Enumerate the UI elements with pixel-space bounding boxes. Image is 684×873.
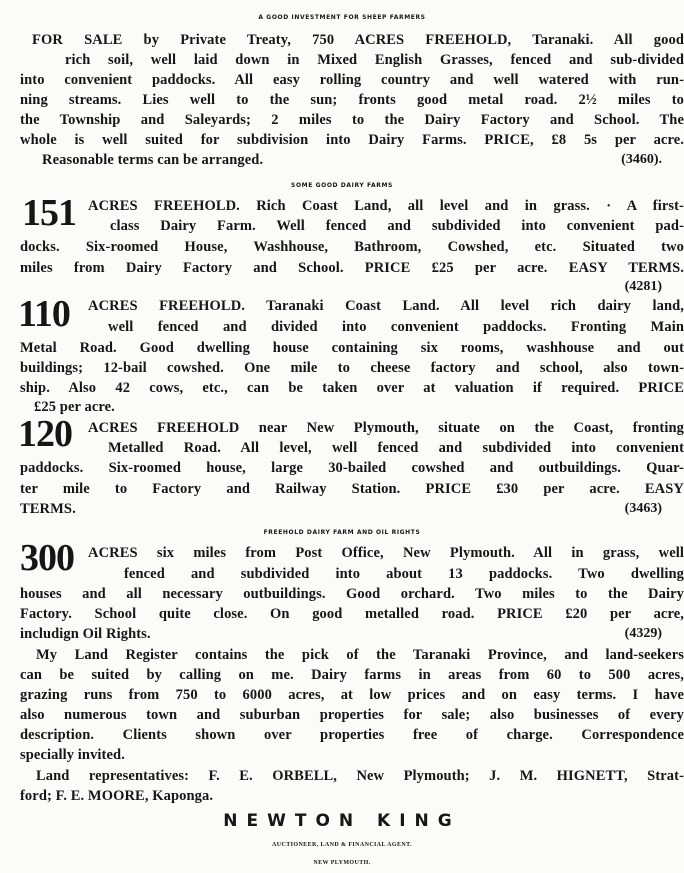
sheep-line: ning streams. Lies well to the sun; fronts good metal road. 2½ miles to [20, 92, 684, 108]
paragraph-line: grazing runs from 750 to 6000 acres, at low prices and on easy terms. I have [20, 687, 684, 703]
listing-line: includign Oil Rights. [20, 626, 151, 642]
listing-line: ship. Also 42 cows, etc., can be taken over at valuation if required. PRICE [20, 380, 684, 396]
reference-number: (4281) [624, 279, 662, 294]
acreage-number: 151 [22, 192, 76, 234]
listing-line: well fenced and divided into convenient paddocks. Fronting Main [108, 319, 684, 335]
sheep-line: rich soil, well laid down in Mixed English Grasses, fenced and sub-divided [65, 52, 684, 68]
acreage-number: 300 [20, 537, 74, 579]
sheep-line: whole is well suited for subdivision into Dairy Farms. PRICE, £8 5s per acre. [20, 132, 684, 148]
paragraph-line: description. Clients shown over properties free of charge. Correspondence [20, 727, 684, 743]
listing-line: houses and all necessary outbuildings. Good orchard. Two miles to the Dairy [20, 586, 684, 602]
paragraph-line: My Land Register contains the pick of the Taranaki Province, and land-seekers [36, 647, 684, 663]
sheep-line: Reasonable terms can be arranged. [42, 152, 264, 168]
sheep-line: into convenient paddocks. All easy rolling country and well watered with run- [20, 72, 684, 88]
listing-line: Metal Road. Good dwelling house containing six rooms, washhouse and out [20, 340, 684, 356]
listing-line: ACRES FREEHOLD near New Plymouth, situate on the Coast, fronting [88, 420, 684, 436]
acreage-number: 120 [18, 413, 72, 455]
reference-number: (3463) [624, 501, 662, 516]
sheep-line: FOR SALE by Private Treaty, 750 ACRES FREEHOLD, Taranaki. All good [32, 32, 684, 48]
listing-line: ter mile to Factory and Railway Station. PRICE £30 per acre. EASY [20, 481, 684, 497]
paragraph-line: Land representatives: F. E. ORBELL, New Plymouth; J. M. HIGNETT, Strat- [36, 768, 684, 784]
listing-line: paddocks. Six-roomed house, large 30-bailed cowshed and outbuildings. Quar- [20, 460, 684, 476]
listing-line: docks. Six-roomed House, Washhouse, Bathroom, Cowshed, etc. Situated two [20, 239, 684, 255]
listing-line: £25 per acre. [34, 399, 115, 415]
dairy-heading: SOME GOOD DAIRY FARMS [291, 182, 393, 189]
listing-line: fenced and subdivided into about 13 paddocks. Two dwelling [124, 566, 684, 582]
listing-line: class Dairy Farm. Well fenced and subdivided into convenient pad- [110, 218, 684, 234]
advertiser-title: AUCTIONEER, LAND & FINANCIAL AGENT. [272, 842, 412, 848]
advertiser-name: NEWTON KING [223, 811, 461, 831]
acreage-number: 110 [18, 293, 70, 335]
paragraph-line: specially invited. [20, 747, 125, 763]
listing-line: Metalled Road. All level, well fenced and subdivided into convenient [108, 440, 684, 456]
reference-number: (4329) [624, 626, 662, 641]
listing-line: ACRES FREEHOLD. Taranaki Coast Land. All level rich dairy land, [88, 298, 684, 314]
listing-line: Factory. School quite close. On good metalled road. PRICE £20 per acre, [20, 606, 684, 622]
paragraph-line: can be suited by calling on me. Dairy farms in areas from 60 to 500 acres, [20, 667, 684, 683]
sheep-heading: A GOOD INVESTMENT FOR SHEEP FARMERS [258, 14, 426, 21]
sheep-line: the Township and Saleyards; 2 miles to the Dairy Factory and School. The [20, 112, 684, 128]
oil-heading: FREEHOLD DAIRY FARM AND OIL RIGHTS [263, 529, 421, 536]
listing-line: ACRES six miles from Post Office, New Plymouth. All in grass, well [88, 545, 684, 561]
paragraph-line: ford; F. E. MOORE, Kaponga. [20, 788, 214, 804]
advertiser-location: NEW PLYMOUTH. [313, 860, 371, 866]
listing-line: buildings; 12-bail cowshed. One mile to cheese factory and school, also town- [20, 360, 684, 376]
listing-line: TERMS. [20, 501, 76, 517]
listing-line: miles from Dairy Factory and School. PRICE £25 per acre. EASY TERMS. [20, 260, 684, 276]
paragraph-line: also numerous town and suburban properties for sale; also businesses of every [20, 707, 684, 723]
listing-line: ACRES FREEHOLD. Rich Coast Land, all level and in grass. · A first- [88, 198, 684, 214]
reference-number: (3460). [621, 152, 662, 167]
